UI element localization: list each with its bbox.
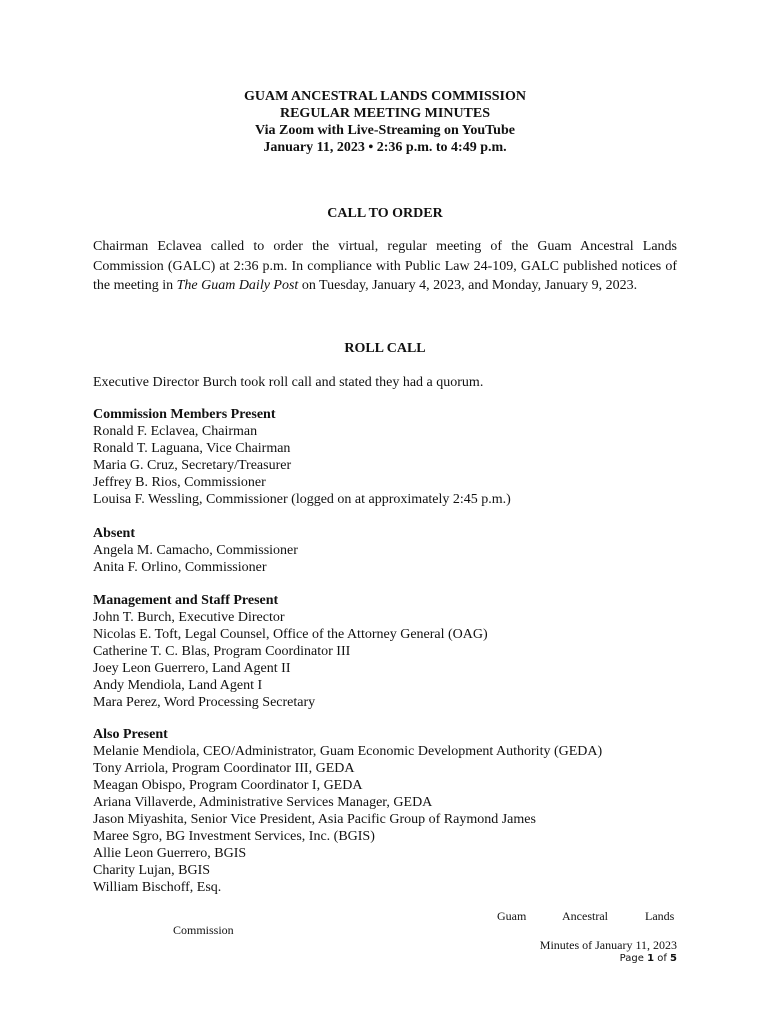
list-item: Maria G. Cruz, Secretary/Treasurer xyxy=(93,458,292,473)
commission-present-section xyxy=(93,406,693,508)
list-item: Nicolas E. Toft, Legal Counsel, Office of the Attorney General (OAG) xyxy=(93,627,488,642)
absent-section xyxy=(93,525,693,576)
list-item: Ronald T. Laguana, Vice Chairman xyxy=(93,441,291,456)
header-commission-name: GUAM ANCESTRAL LANDS COMMISSION xyxy=(244,89,526,104)
page-number-total: 5 xyxy=(670,953,677,964)
publication-name: The Guam Daily Post xyxy=(176,278,299,293)
list-item: Mara Perez, Word Processing Secretary xyxy=(93,695,316,710)
call-to-order-text-after: on Tuesday, January 4, 2023, and Monday, January 9, 2023. xyxy=(298,278,638,293)
list-item: Joey Leon Guerrero, Land Agent II xyxy=(93,661,291,676)
roll-call-title: ROLL CALL xyxy=(344,341,426,356)
footer-word-ancestral: Ancestral xyxy=(562,909,608,923)
list-item: Maree Sgro, BG Investment Services, Inc. (BGIS) xyxy=(93,829,375,844)
page-number-current: 1 xyxy=(647,953,655,964)
list-item: Louisa F. Wessling, Commissioner (logged on at approximately 2:45 p.m.) xyxy=(93,492,511,507)
list-item: Jason Miyashita, Senior Vice President, Asia Pacific Group of Raymond James xyxy=(93,812,536,827)
commission-present-heading: Commission Members Present xyxy=(93,407,276,422)
list-item: Meagan Obispo, Program Coordinator I, GEDA xyxy=(93,778,363,793)
call-to-order-text-before: Chairman Eclavea called to order the virtual, regular meeting of the Guam Ancestral Lands Commission (GALC) at 2:36 p.m. In compliance with Public Law 24-109, GALC published notices of the meeting in xyxy=(93,239,677,293)
list-item: Ronald F. Eclavea, Chairman xyxy=(93,424,258,439)
footer-word-guam: Guam xyxy=(497,909,527,923)
footer-minutes-date: Minutes of January 11, 2023 xyxy=(539,938,677,952)
also-present-section xyxy=(93,726,693,896)
header-venue: Via Zoom with Live-Streaming on YouTube xyxy=(255,123,515,138)
document-header xyxy=(0,88,770,156)
page-number-prefix: Page xyxy=(619,953,648,964)
header-minutes-type: REGULAR MEETING MINUTES xyxy=(279,106,491,121)
also-present-heading: Also Present xyxy=(93,727,168,742)
call-to-order-title: CALL TO ORDER xyxy=(327,206,443,221)
list-item: Andy Mendiola, Land Agent I xyxy=(93,678,263,693)
list-item: Allie Leon Guerrero, BGIS xyxy=(93,846,247,861)
staff-present-section xyxy=(93,592,693,711)
page-number-of: of xyxy=(654,953,671,964)
list-item: John T. Burch, Executive Director xyxy=(93,610,285,625)
header-date-time: January 11, 2023 • 2:36 p.m. to 4:49 p.m. xyxy=(263,140,507,155)
list-item: Anita F. Orlino, Commissioner xyxy=(93,560,267,575)
list-item: Angela M. Camacho, Commissioner xyxy=(93,543,298,558)
list-item: Tony Arriola, Program Coordinator III, GEDA xyxy=(93,761,355,776)
list-item: Jeffrey B. Rios, Commissioner xyxy=(93,475,266,490)
list-item: Charity Lujan, BGIS xyxy=(93,863,211,878)
list-item: William Bischoff, Esq. xyxy=(93,880,222,895)
call-to-order-paragraph xyxy=(93,237,677,296)
list-item: Melanie Mendiola, CEO/Administrator, Guam Economic Development Authority (GEDA) xyxy=(93,744,603,759)
list-item: Catherine T. C. Blas, Program Coordinator III xyxy=(93,644,351,659)
footer-word-lands: Lands xyxy=(645,909,675,923)
footer-word-commission: Commission xyxy=(173,923,234,937)
absent-heading: Absent xyxy=(93,526,136,541)
roll-call-paragraph: Executive Director Burch took roll call and stated they had a quorum. xyxy=(93,375,484,390)
page-number xyxy=(620,953,677,964)
list-item: Ariana Villaverde, Administrative Services Manager, GEDA xyxy=(93,795,433,810)
staff-present-heading: Management and Staff Present xyxy=(93,593,279,608)
